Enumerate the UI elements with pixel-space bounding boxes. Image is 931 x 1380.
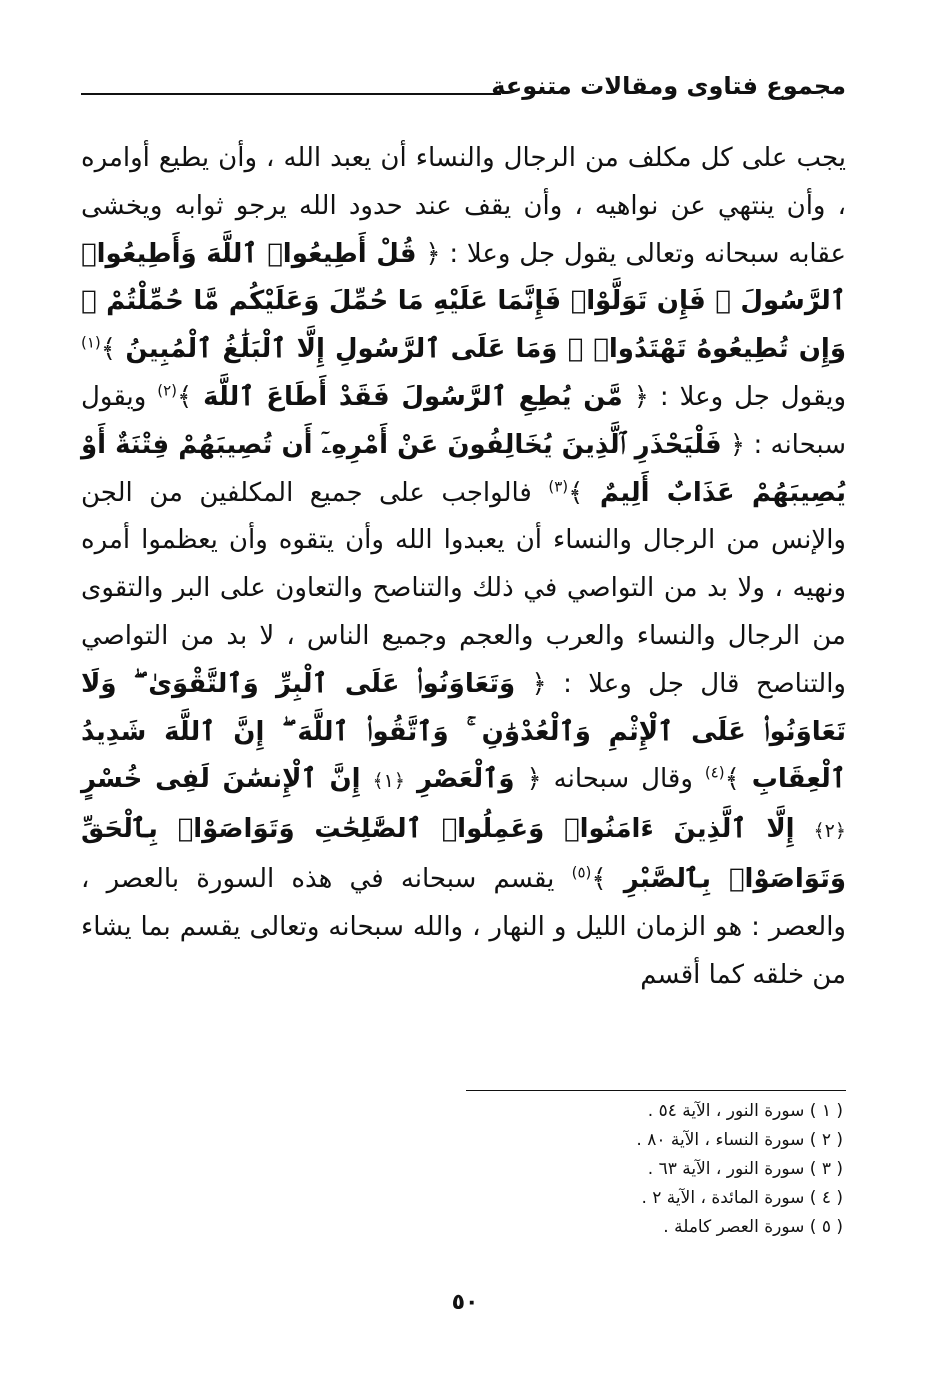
footnote-3: ( ٣ ) سورة النور ، الآية ٦٣ . [647, 1159, 843, 1179]
page-number: ٥٠ [451, 1290, 479, 1315]
quran-verse-3: فَلْيَحْذَرِ ٱلَّذِينَ يُخَالِفُونَ عَنْ أَمْرِهِۦٓ أَن تُصِيبَهُمْ فِتْنَةٌ أَوْ يُصِيبَهُمْ عَذَابٌ أَلِيمٌ [81, 429, 847, 508]
footnote-4: ( ٤ ) سورة المائدة ، الآية ٢ . [641, 1188, 843, 1208]
sentence-4: فالواجب على جميع المكلفين من الجن والإنس من الرجال والنساء أن يعبدوا الله وأن يتقوه وأن يعظموا أمره ونهيه ، ولا بد من التواصي في ذلك والتناصح والتعاون على البر والتقوى من الرجال والنساء والعرب والعجم وجميع الناس ، لا بد من التواصي والتناصح قال جل وعلا : [81, 477, 846, 699]
quran-verse-1: قُلْ أَطِيعُوا۟ ٱللَّهَ وَأَطِيعُوا۟ ٱلرَّسُولَ ۖ فَإِن تَوَلَّوْا۟ فَإِنَّمَا عَلَيْهِ مَا حُمِّلَ وَعَلَيْكُم مَّا حُمِّلْتُمْ ۖ وَإِن تُطِيعُوهُ تَهْتَدُوا۟ ۚ وَمَا عَلَى ٱلرَّسُولِ إِلَّا ٱلْبَلَٰغُ ٱلْمُبِينُ [81, 238, 846, 365]
header-title: مجموع فتاوى ومقالات متنوعة [491, 72, 846, 100]
quran-verse-5c: إِلَّا ٱلَّذِينَ ءَامَنُوا۟ وَعَمِلُوا۟ ٱلصَّٰلِحَٰتِ وَتَوَاصَوْا۟ بِٱلْحَقِّ وَتَوَاصَوْا۟ بِٱلصَّبْرِ [81, 814, 847, 894]
sentence-6: يقسم سبحانه في هذه السورة بالعصر ، والعصر : هو الزمان الليل و النهار ، والله سبحانه وتعالى يقسم بما يشاء من خلقه كما أقسم [81, 863, 846, 990]
footnote-2: ( ٢ ) سورة النساء ، الآية ٨٠ . [636, 1130, 843, 1150]
footnote-ref-2: (٢) [157, 381, 177, 400]
quran-open-bracket: ﴿ [531, 668, 547, 699]
sentence-1: يجب على كل مكلف من الرجال والنساء أن يعبد الله ، وأن يطيع أوامره ، وأن ينتهي عن نواهيه ، وأن يقف عند حدود الله يرجو ثوابه ويخشى عقابه سبحانه وتعالى يقول جل وعلا : [81, 143, 847, 269]
quran-open-bracket: ﴿ [425, 238, 441, 269]
footnote-ref-5: (٥) [571, 863, 592, 882]
sentence-2: ويقول جل وعلا : [659, 381, 847, 412]
quran-open-bracket: ﴿ [633, 381, 649, 412]
quran-close-bracket: ﴾ [100, 334, 117, 365]
quran-verse-4: وَتَعَاوَنُوا۟ عَلَى ٱلْبِرِّ وَٱلتَّقْوَىٰ ۖ وَلَا تَعَاوَنُوا۟ عَلَى ٱلْإِثْمِ وَٱلْعُدْوَٰنِ ۚ وَٱتَّقُوا۟ ٱللَّهَ ۖ إِنَّ ٱللَّهَ شَدِيدُ ٱلْعِقَابِ [81, 668, 847, 795]
quran-close-bracket: ﴾ [568, 477, 584, 508]
quran-open-bracket: ﴿ [729, 429, 746, 460]
sentence-3: ويقول سبحانه : [81, 381, 847, 460]
footnote-ref-1: (١) [81, 333, 101, 352]
quran-open-bracket: ﴿ [526, 764, 542, 795]
running-header [81, 66, 846, 106]
quran-verse-2: مَّن يُطِعِ ٱلرَّسُولَ فَقَدْ أَطَاعَ ٱللَّهَ [203, 381, 623, 412]
footnotes [403, 1097, 843, 1242]
header-rule [81, 93, 501, 95]
ayah-number-1: ﴿١﴾ [372, 770, 406, 793]
quran-close-bracket: ﴾ [177, 381, 193, 412]
footnote-1: ( ١ ) سورة النور ، الآية ٥٤ . [647, 1101, 843, 1121]
quran-verse-5b: إِنَّ ٱلْإِنسَٰنَ لَفِى خُسْرٍ [81, 764, 361, 795]
body-text [81, 135, 846, 999]
footnote-rule [466, 1090, 846, 1091]
footnote-5: ( ٥ ) سورة العصر كاملة . [663, 1217, 843, 1237]
footnote-ref-3: (٣) [548, 476, 569, 495]
quran-verse-5a: وَٱلْعَصْرِ [416, 764, 515, 795]
sentence-5: وقال سبحانه [553, 764, 693, 795]
quran-close-bracket: ﴾ [724, 764, 740, 795]
ayah-number-2: ﴿٢﴾ [813, 820, 846, 843]
quran-close-bracket: ﴾ [591, 863, 607, 894]
footnote-ref-4: (٤) [704, 763, 725, 782]
